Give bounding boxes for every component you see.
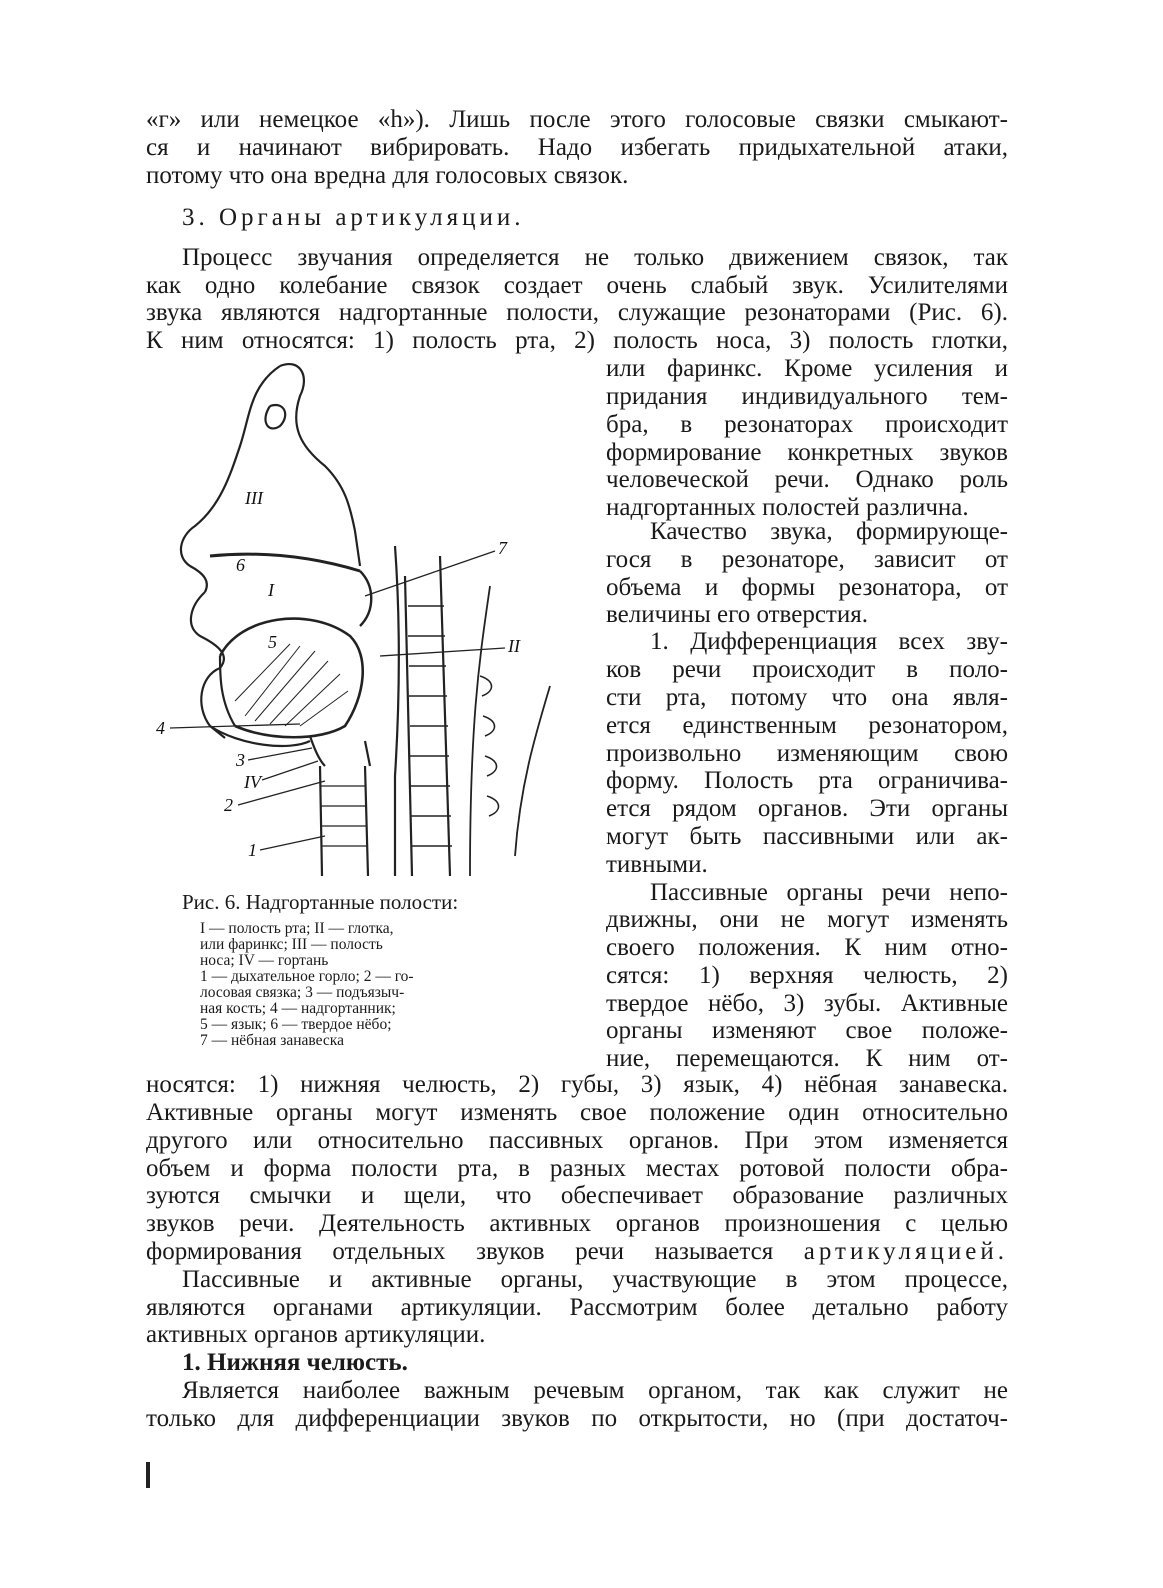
para5-line-3: активных органов артикуляции. [146, 1321, 486, 1348]
intro-line-1: «г» или немецкое «h»). Лишь после этого голосовые связки смыкают- [146, 106, 1008, 133]
col-line-6: надгортанных полостей различна. [606, 494, 969, 521]
figure-leaders [170, 551, 505, 850]
figure-caption-line-2: или фаринкс; III — полость [200, 936, 383, 953]
col-p3-line-8: могут быть пассивными или ак- [606, 823, 1008, 850]
col-p4-line-1: Пассивные органы речи непо- [650, 879, 1008, 906]
full-line-6: звуков речи. Деятельность активных органов произношения с целью [146, 1210, 1008, 1237]
label-IV: IV [244, 772, 261, 792]
label-1: 1 [248, 840, 257, 860]
col-p3-line-2: ков речи происходит в поло- [606, 656, 1008, 683]
figure-caption-title: Рис. 6. Надгортанные полости: [182, 890, 459, 914]
figure-caption-line-1: I — полость рта; II — глотка, [200, 920, 394, 937]
col-p4-line-6: органы изменяют свое положе- [606, 1017, 1008, 1044]
col-line-2: придания индивидуального тем- [606, 383, 1008, 410]
col-p2-line-4: величины его отверстия. [606, 601, 868, 628]
col-p3-line-9: тивными. [606, 851, 708, 878]
col-p4-line-2: движны, они не могут изменять [606, 906, 1008, 933]
col-p3-line-6: форму. Полость рта ограничива- [606, 767, 1008, 794]
anatomy-figure [150, 356, 560, 880]
col-p2-line-1: Качество звука, формирующе- [650, 518, 1008, 545]
figure-outline [181, 364, 550, 876]
last-line-prefix: формирования отдельных звуков речи называется [146, 1238, 804, 1265]
full-line-5: зуются смычки и щели, что обеспечивает образование различных [146, 1182, 1008, 1209]
section-heading: 3. Органы артикуляции. [182, 204, 525, 231]
col-line-1: или фаринкс. Кроме усиления и [606, 355, 1008, 382]
label-II: II [508, 636, 520, 656]
para6-line-1: Является наиболее важным речевым органом, так как служит не [182, 1377, 1008, 1404]
term-articulation: артикуляцией. [803, 1238, 1008, 1265]
page-margin-mark [146, 1462, 150, 1488]
figure-caption-line-5: лосовая связка; 3 — подъязыч- [200, 984, 405, 1001]
full-line-4: объем и форма полости рта, в разных местах ротовой полости обра- [146, 1155, 1008, 1182]
col-line-4: формирование конкретных звуков [606, 439, 1008, 466]
col-p2-line-2: гося в резонаторе, зависит от [606, 546, 1008, 573]
label-I: I [268, 580, 274, 600]
label-7: 7 [498, 538, 507, 558]
full-line-2: Активные органы могут изменять свое положение один относительно [146, 1099, 1008, 1126]
intro-line-3: потому что она вредна для голосовых связок. [146, 162, 629, 189]
para1-line-3: звука являются надгортанные полости, служащие резонаторами (Рис. 6). [146, 299, 1008, 326]
col-p3-line-5: произвольно изменяющим свою [606, 740, 1008, 767]
col-p4-line-4: сятся: 1) верхняя челюсть, 2) [606, 962, 1008, 989]
full-line-7 [146, 1238, 1008, 1266]
para1-line-4: К ним относятся: 1) полость рта, 2) полость носа, 3) полость глотки, [146, 327, 1008, 354]
intro-line-2: ся и начинают вибрировать. Надо избегать придыхательной атаки, [146, 134, 1008, 161]
col-p3-line-4: ется единственным резонатором, [606, 712, 1008, 739]
para1-line-1: Процесс звучания определяется не только движением связок, так [182, 244, 1008, 271]
para6-line-2: только для дифференциации звуков по открытости, но (при достаточ- [146, 1405, 1008, 1432]
figure-caption-line-4: 1 — дыхательное горло; 2 — го- [200, 968, 414, 985]
full-line-1: носятся: 1) нижняя челюсть, 2) губы, 3) язык, 4) нёбная занавеска. [146, 1071, 1008, 1098]
col-p4-line-7: ние, перемещаются. К ним от- [606, 1045, 1008, 1072]
label-3: 3 [236, 750, 245, 770]
col-p3-line-3: сти рта, потому что она явля- [606, 684, 1008, 711]
col-line-3: бра, в резонаторах происходит [606, 411, 1008, 438]
para5-line-1: Пассивные и активные органы, участвующие в этом процессе, [182, 1266, 1008, 1293]
col-p4-line-3: своего положения. К ним отно- [606, 934, 1008, 961]
col-p2-line-3: объема и формы резонатора, от [606, 574, 1008, 601]
label-2: 2 [224, 795, 233, 815]
figure-caption-line-8: 7 — нёбная занавеска [200, 1032, 344, 1049]
subheading: 1. Нижняя челюсть. [182, 1349, 408, 1376]
para5-line-2: являются органами артикуляции. Рассмотрим более детально работу [146, 1294, 1008, 1321]
full-line-3: другого или относительно пассивных органов. При этом изменяется [146, 1127, 1008, 1154]
label-III: III [245, 488, 263, 508]
label-5: 5 [268, 632, 277, 652]
figure-caption-line-7: 5 — язык; 6 — твердое нёбо; [200, 1016, 392, 1033]
para1-line-2: как одно колебание связок создает очень слабый звук. Усилителями [146, 272, 1008, 299]
col-p4-line-5: твердое нёбо, 3) зубы. Активные [606, 990, 1008, 1017]
label-4: 4 [156, 718, 165, 738]
label-6: 6 [236, 555, 245, 575]
col-p3-line-1: 1. Дифференциация всех зву- [650, 628, 1008, 655]
figure-caption-line-6: ная кость; 4 — надгортанник; [200, 1000, 396, 1017]
col-p3-line-7: ется рядом органов. Эти органы [606, 795, 1008, 822]
col-line-5: человеческой речи. Однако роль [606, 466, 1008, 493]
figure-caption-line-3: носа; IV — гортань [200, 952, 329, 969]
